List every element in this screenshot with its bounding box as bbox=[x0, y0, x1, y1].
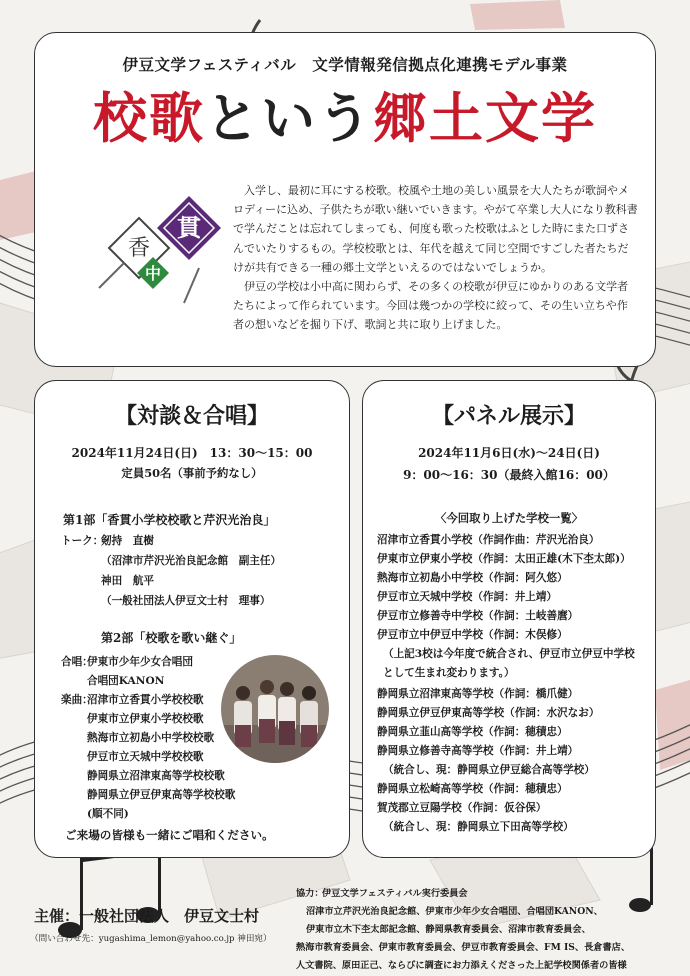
emblem-left-char: 香 bbox=[127, 236, 151, 261]
intro-paragraph: 入学し、最初に耳にする校歌。校風や土地の美しい風景を大人たちが歌詞やメロディーに込め、子供たちが歌い継いでいきます。やがて卒業し大人になり教科書で学んだことは忘れてしまっても、何度も歌った校歌はふとした時にまた口ずさんでいたりするもの。学校校歌とは、年代を越えて同じ空間ですごした者たちだけが共有できる一種の郷土文学といえるのではないでしょうか。 bbox=[233, 184, 638, 274]
page-title bbox=[35, 83, 655, 153]
closing-message: ご来場の皆様も一緒にご唱和ください。 bbox=[65, 828, 274, 842]
school-list-item: 沼津市立香貫小学校（作詞作曲：芹沢光治良） bbox=[377, 534, 600, 546]
school-list-item: 静岡県立修善寺高等学校（作詞：井上靖） bbox=[377, 745, 579, 757]
song-item: 伊東市立伊東小学校校歌 bbox=[87, 713, 204, 725]
speaker-name: 剱持 直樹 bbox=[101, 535, 154, 547]
song-item: 熱海市立初島小中学校校歌 bbox=[87, 732, 215, 744]
school-list-note: （上記3校は今年度で統合され、伊豆市立伊豆中学校 bbox=[383, 648, 635, 660]
speaker-name: 神田 航平 bbox=[101, 575, 154, 587]
panel-section-title: 【パネル展示】 bbox=[431, 403, 586, 429]
school-list-item: 伊豆市立天城中学校（作詞：井上靖） bbox=[377, 591, 558, 603]
choir-label: 合唱： bbox=[61, 656, 93, 668]
part2-title: 第2部「校歌を歌い継ぐ」 bbox=[101, 631, 242, 645]
choir-photo bbox=[221, 655, 329, 763]
speaker-affiliation: （沼津市芹沢光治良記念館 副主任） bbox=[101, 555, 282, 567]
panel-exhibition-card bbox=[362, 380, 656, 858]
hero-card bbox=[34, 32, 656, 367]
school-list-item: 静岡県立伊豆伊東高等学校（作詞：水沢なお） bbox=[377, 707, 600, 719]
school-list-item: 賀茂郡立豆陽学校（作詞：仮谷保） bbox=[377, 802, 547, 814]
panel-date: 2024年11月6日(水)〜24日(日) bbox=[418, 446, 600, 460]
talk-concert-card bbox=[34, 380, 350, 858]
song-item: 静岡県立沼津東高等学校校歌 bbox=[87, 770, 225, 782]
school-list-item: 静岡県立沼津東高等学校（作詞：橋爪健） bbox=[377, 688, 579, 700]
organizer: 主催：一般社団法人 伊豆文士村 bbox=[34, 907, 260, 925]
songs-label: 楽曲： bbox=[61, 694, 93, 706]
cooperation-line: 熱海市教育委員会、伊東市教育委員会、伊豆市教育委員会、FM IS、長倉書店、 bbox=[296, 942, 631, 953]
title-red-part-1: 校歌 bbox=[93, 86, 205, 150]
school-list-note: （統合し、現：静岡県立伊豆総合高等学校） bbox=[383, 764, 595, 776]
contact-info: （問い合わせ先：yugashima_lemon@yahoo.co.jp 神田宛） bbox=[30, 934, 272, 944]
talk-date: 2024年11月24日(日) 13：30〜15：00 bbox=[71, 446, 313, 460]
emblem-bottom-char: 中 bbox=[144, 264, 162, 283]
talk-section-title: 【対談＆合唱】 bbox=[114, 403, 269, 429]
talk-label: トーク： bbox=[61, 535, 104, 547]
school-list-title: 〈今回取り上げた学校一覧〉 bbox=[434, 511, 584, 525]
intro-text bbox=[233, 181, 638, 335]
intro-paragraph: 伊豆の学校は小中高に関わらず、その多くの校歌が伊豆にゆかりのある文学者たちによって作られています。今回は幾つかの学校に絞って、その生い立ちや作者の想いなどを掘り下げ、歌詞と共に取り上げました。 bbox=[233, 280, 629, 332]
choir-name: 伊東市少年少女合唱団 bbox=[87, 656, 193, 668]
cooperation-line: 伊東市立木下杢太郎記念館、静岡県教育委員会、沼津市教育委員会、 bbox=[306, 924, 591, 935]
song-item: 沼津市立香貫小学校校歌 bbox=[87, 694, 204, 706]
school-list-item: 伊東市立伊東小学校（作詞：太田正雄(木下杢太郎)） bbox=[377, 553, 631, 565]
school-list-note: として生まれ変わります。） bbox=[383, 667, 515, 679]
part1-title: 第1部「香貫小学校校歌と芹沢光治良」 bbox=[63, 513, 276, 527]
event-subtitle: 伊豆文学フェスティバル 文学情報発信拠点化連携モデル事業 bbox=[122, 55, 568, 74]
talk-capacity: 定員50名（事前予約なし） bbox=[121, 466, 263, 480]
cooperation-line: 伊豆文学フェスティバル実行委員会 bbox=[322, 888, 468, 899]
speaker-affiliation: （一般社団法人伊豆文士村 理事） bbox=[101, 595, 271, 607]
choir-name: 合唱団KANON bbox=[87, 675, 165, 687]
song-item: 伊豆市立天城中学校校歌 bbox=[87, 751, 204, 763]
cooperation-label: 協力： bbox=[296, 888, 324, 899]
school-list-item: 静岡県立韮山高等学校（作詞：穂積忠） bbox=[377, 726, 568, 738]
emblem-center-char: 貫 bbox=[177, 213, 201, 242]
cooperation-line: 人文書院、原田正己、ならびに調査にお力添えくださった上記学校関係者の皆様 bbox=[296, 960, 627, 971]
school-list-note: （統合し、現：静岡県立下田高等学校） bbox=[383, 821, 574, 833]
song-item: 静岡県立伊豆伊東高等学校校歌 bbox=[87, 789, 236, 801]
panel-time: 9：00〜16：30（最終入館16：00） bbox=[403, 468, 615, 482]
school-list-item: 伊豆市立修善寺中学校（作詞：土岐善麿） bbox=[377, 610, 579, 622]
school-list-item: 静岡県立松崎高等学校（作詞：穂積忠） bbox=[377, 783, 568, 795]
school-list-item: 熱海市立初島小中学校（作詞：阿久悠） bbox=[377, 572, 568, 584]
cooperation-line: 沼津市立芹沢光治良記念館、伊東市少年少女合唱団、合唱団KANON、 bbox=[306, 906, 603, 917]
school-emblem-logo bbox=[69, 178, 227, 328]
song-order-note: (順不同) bbox=[87, 808, 129, 820]
title-black-part: という bbox=[205, 86, 373, 150]
title-red-part-2: 郷土文学 bbox=[373, 86, 597, 150]
school-list-item: 伊豆市立中伊豆中学校（作詞：木俣修） bbox=[377, 629, 568, 641]
